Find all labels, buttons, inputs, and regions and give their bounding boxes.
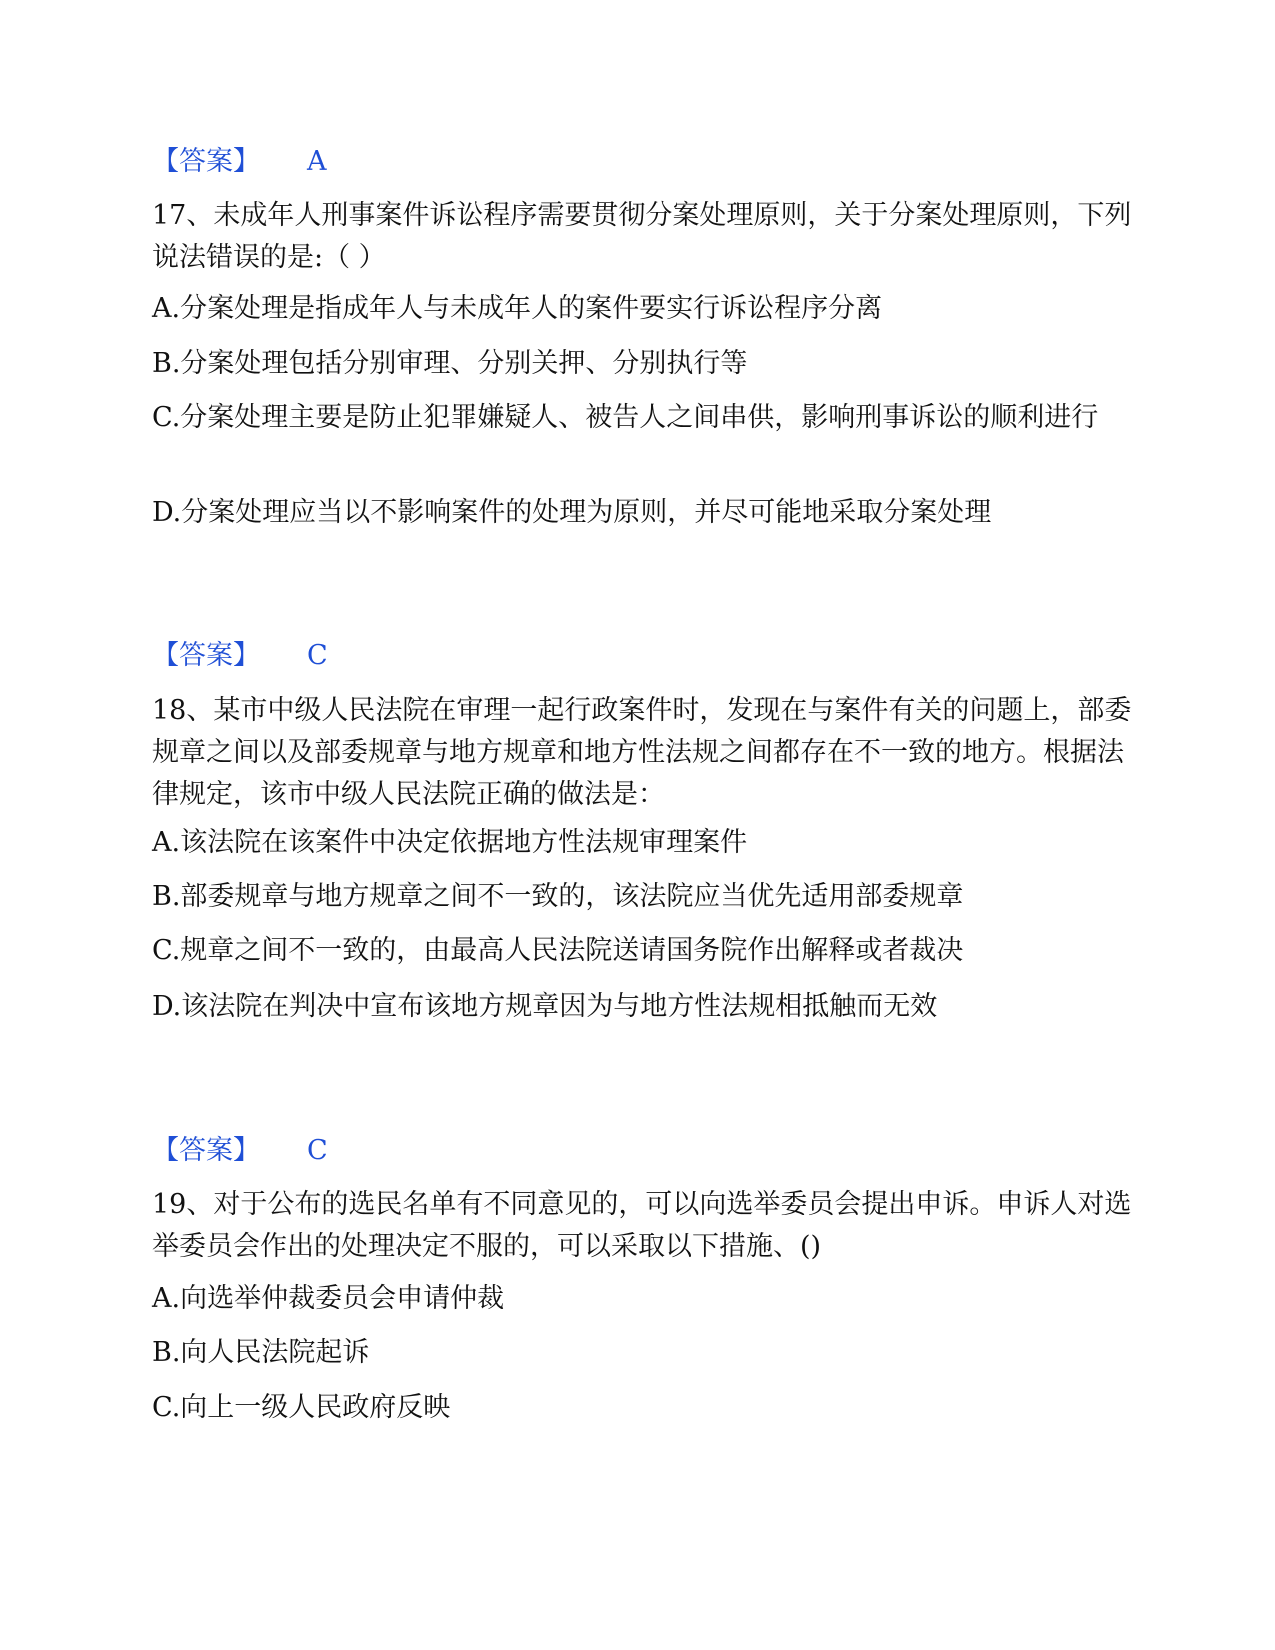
option-a: A.分案处理是指成年人与未成年人的案件要实行诉讼程序分离 xyxy=(152,293,883,324)
answer-label: 【答案】 xyxy=(152,1135,260,1166)
answer-value: C xyxy=(307,1135,328,1166)
option-c: C.规章之间不一致的，由最高人民法院送请国务院作出解释或者裁决 xyxy=(152,935,964,966)
option-a: A.向选举仲裁委员会申请仲裁 xyxy=(152,1283,505,1314)
question-text: 19、对于公布的选民名单有不同意见的，可以向选举委员会提出申诉。申诉人对选举委员会作出的处理决定不服的，可以采取以下措施、() xyxy=(152,1189,1132,1262)
option-b: B.分案处理包括分别审理、分别关押、分别执行等 xyxy=(152,348,748,379)
option-d: D.该法院在判决中宣布该地方规章因为与地方性法规相抵触而无效 xyxy=(152,991,938,1022)
answer-line xyxy=(152,640,328,672)
question-text: 18、某市中级人民法院在审理一起行政案件时，发现在与案件有关的问题上，部委规章之间以及部委规章与地方规章和地方性法规之间都存在不一致的地方。根据法律规定，该市中级人民法院正确的做法是： xyxy=(152,695,1132,810)
option-b: B.向人民法院起诉 xyxy=(152,1337,370,1368)
question-text: 17、未成年人刑事案件诉讼程序需要贯彻分案处理原则，关于分案处理原则，下列说法错误的是:（ ） xyxy=(152,200,1132,273)
answer-label: 【答案】 xyxy=(152,640,260,671)
answer-label: 【答案】 xyxy=(152,146,260,177)
option-b: B.部委规章与地方规章之间不一致的，该法院应当优先适用部委规章 xyxy=(152,881,964,912)
answer-value: C xyxy=(307,640,328,671)
option-c: C.分案处理主要是防止犯罪嫌疑人、被告人之间串供，影响刑事诉讼的顺利进行 xyxy=(152,402,1099,433)
answer-line xyxy=(152,1135,328,1167)
option-d: D.分案处理应当以不影响案件的处理为原则，并尽可能地采取分案处理 xyxy=(152,497,992,528)
answer-line xyxy=(152,146,327,178)
option-a: A.该法院在该案件中决定依据地方性法规审理案件 xyxy=(152,827,748,858)
option-c: C.向上一级人民政府反映 xyxy=(152,1392,451,1423)
answer-value: A xyxy=(307,146,327,177)
